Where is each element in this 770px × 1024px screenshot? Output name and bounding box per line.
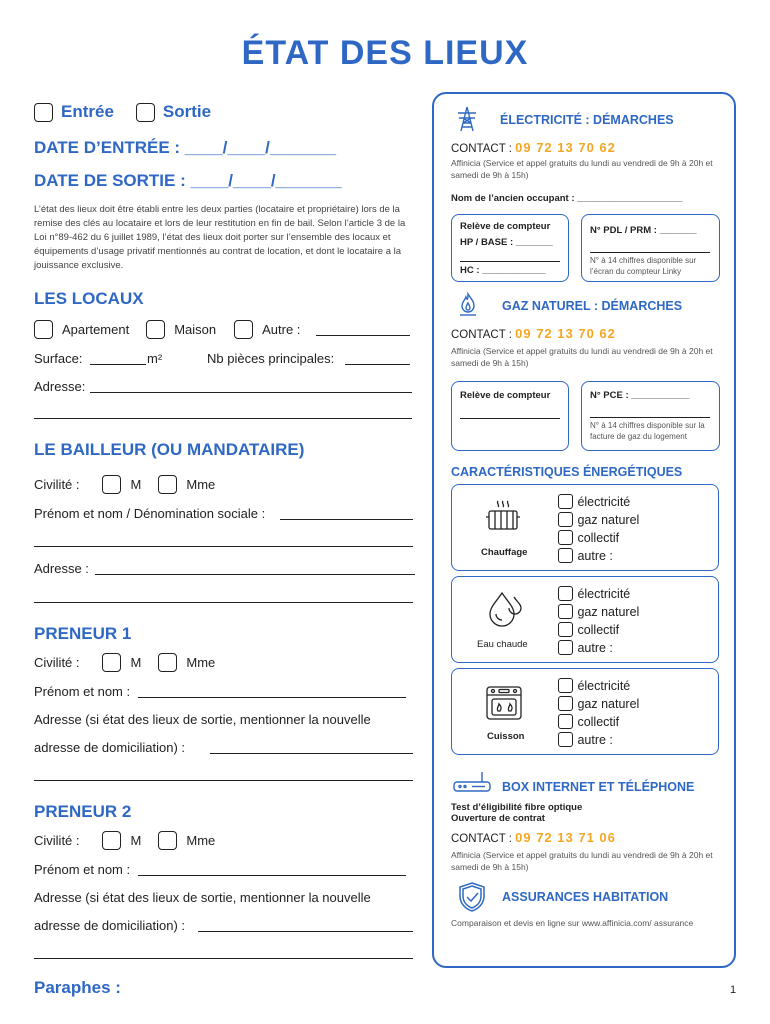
box-line1: Test d’éligibilité fibre optique [451,802,583,813]
preneur2-title: PRENEUR 2 [34,802,132,821]
maison-checkbox[interactable] [146,320,165,339]
chauffage-collectif-label: collectif [577,531,620,545]
eau-electricite-checkbox[interactable] [558,586,573,601]
appartement-label: Apartement [62,322,130,337]
preneur1-mme-checkbox[interactable] [158,653,177,672]
electricite-contact-label: CONTACT : [451,143,512,155]
shield-check-icon [457,881,487,913]
electricite-info: Affinicia (Service et appel gratuits du lundi au vendredi de 9h à 20h et samedi de 9h à 15h) [451,158,713,180]
chauffage-electricite-label: électricité [577,495,631,509]
preneur1-nom-label: Prénom et nom : [34,684,131,699]
chauffage-gaz-label: gaz naturel [577,513,640,527]
preneur2-adresse-line-1[interactable] [198,931,413,932]
preneur1-mme-label: Mme [186,655,216,670]
eau-chaude-options [558,585,639,657]
elec-pdl-line[interactable] [590,252,710,253]
date-entree-field[interactable]: DATE D’ENTRÉE : ____/____/_______ [34,138,337,157]
appartement-checkbox[interactable] [34,320,53,339]
locaux-adresse-line-1[interactable] [90,392,412,393]
preneur2-m-label: M [130,833,142,848]
cuisson-autre-label: autre : [577,733,613,747]
eau-gaz-label: gaz naturel [577,605,640,619]
date-sortie-field[interactable]: DATE DE SORTIE : ____/____/_______ [34,171,342,190]
cuisson-options [558,677,639,749]
bailleur-adresse-line-1[interactable] [95,574,415,575]
eau-collectif-checkbox[interactable] [558,622,573,637]
preneur1-adresse-line-1[interactable] [210,753,413,754]
ancien-occupant-field[interactable]: Nom de l’ancien occupant : ____________________ [451,193,683,204]
bailleur-m-label: M [130,477,142,492]
bailleur-civilite-label: Civilité : [34,477,80,492]
paraphes-label: Paraphes : [34,978,121,997]
maison-label: Maison [174,322,217,337]
preneur1-adresse-label-2: adresse de domiciliation) : [34,740,186,755]
type-selector [34,102,211,122]
entree-label: Entrée [61,102,114,121]
eau-chaude-box [451,576,719,663]
chauffage-gaz-checkbox[interactable] [558,512,573,527]
pieces-input-line[interactable] [345,364,410,365]
gaz-contact-label: CONTACT : [451,329,512,341]
page-title: ÉTAT DES LIEUX [241,34,529,72]
radiator-icon [485,497,521,533]
preneur2-adresse-label-2: adresse de domiciliation) : [34,918,186,933]
eau-gaz-checkbox[interactable] [558,604,573,619]
gaz-pce-line[interactable] [590,417,710,418]
assurance-title: ASSURANCES HABITATION [502,890,669,904]
cuisson-collectif-label: collectif [577,715,620,729]
gaz-pce-box [581,381,720,451]
autre-checkbox[interactable] [234,320,253,339]
elec-hp-base-field[interactable]: HP / BASE : _______ [460,237,553,248]
eau-electricite-label: électricité [577,587,631,601]
gaz-releve-line[interactable] [460,418,560,419]
eau-chaude-label: Eau chaude [477,639,528,650]
electricity-pylon-icon [455,106,479,132]
elec-pdl-field[interactable]: N° PDL / PRM : _______ [590,225,697,236]
surface-label: Surface: [34,351,83,366]
bailleur-civilite-row [34,475,215,494]
oven-icon [485,685,523,721]
box-phone[interactable]: 09 72 13 71 06 [515,830,616,845]
surface-unit: m² [147,351,163,366]
preneur2-m-checkbox[interactable] [102,831,121,850]
cuisson-box [451,668,719,755]
preneur1-civilite-row [34,653,215,672]
sortie-label: Sortie [162,102,212,121]
water-drops-icon [488,589,524,629]
chauffage-collectif-checkbox[interactable] [558,530,573,545]
bailleur-m-checkbox[interactable] [102,475,121,494]
preneur1-title: PRENEUR 1 [34,624,132,643]
preneur2-civilite-label: Civilité : [34,833,80,848]
preneur2-civilite-row [34,831,215,850]
router-icon [452,770,492,794]
cuisson-electricite-checkbox[interactable] [558,678,573,693]
cuisson-collectif-checkbox[interactable] [558,714,573,729]
intro-paragraph: L’état des lieux doit être établi entre les deux parties (locataire et propriétaire) lors de la remise des clés au locataire et lors de leur restitution en fin de bail. Selon l’article 3 de la Loi n°89-462 du 6 juillet 1989, l’état des lieux doit porter sur l’ensemble des locaux et équipements d’usage privatif mentionnés au contrat de location, et dont le locataire a la jouissance exclusive. [34,204,406,271]
bailleur-title: LE BAILLEUR (OU MANDATAIRE) [34,440,305,459]
locaux-type-row [34,320,300,339]
preneur1-adresse-line-2[interactable] [34,780,413,781]
gaz-pce-note: N° à 14 chiffres disponible sur la facture de gaz du logement [590,421,705,441]
cuisson-autre-checkbox[interactable] [558,732,573,747]
locaux-title: LES LOCAUX [34,289,144,308]
preneur2-nom-label: Prénom et nom : [34,862,131,877]
box-title: BOX INTERNET ET TÉLÉPHONE [502,780,695,794]
gaz-info: Affinicia (Service et appel gratuits du lundi au vendredi de 9h à 20h et samedi de 9h à 15h) [451,346,713,368]
gaz-pce-field[interactable]: N° PCE : ___________ [590,390,690,401]
preneur1-civilite-label: Civilité : [34,655,80,670]
bailleur-nom-line-1[interactable] [280,519,413,520]
page-number: 1 [730,984,737,996]
preneur1-m-checkbox[interactable] [102,653,121,672]
eau-autre-label: autre : [577,641,613,655]
chauffage-options [558,493,639,565]
electricite-phone[interactable]: 09 72 13 70 62 [515,140,616,155]
autre-input-line[interactable] [316,335,410,336]
bailleur-nom-line-2[interactable] [34,546,413,547]
chauffage-electricite-checkbox[interactable] [558,494,573,509]
preneur1-adresse-label-1: Adresse (si état des lieux de sortie, mentionner la nouvelle [34,712,371,727]
assurance-info: Comparaison et devis en ligne sur www.affinicia.com/ assurance [451,918,694,928]
chauffage-label: Chauffage [481,547,528,558]
preneur2-mme-checkbox[interactable] [158,831,177,850]
bailleur-adresse-label: Adresse : [34,561,89,576]
cuisson-gaz-label: gaz naturel [577,697,640,711]
elec-hp-line[interactable] [460,261,560,262]
chauffage-autre-checkbox[interactable] [558,548,573,563]
cuisson-electricite-label: électricité [577,679,631,693]
eau-autre-checkbox[interactable] [558,640,573,655]
bailleur-adresse-line-2[interactable] [34,602,413,603]
entree-checkbox[interactable] [34,103,53,122]
locaux-adresse-label: Adresse: [34,379,86,394]
gas-flame-icon [457,292,479,318]
electricite-title: ÉLECTRICITÉ : DÉMARCHES [500,113,674,127]
chauffage-box [451,484,719,571]
gaz-releve-label: Relève de compteur [460,390,551,401]
gaz-title: GAZ NATUREL : DÉMARCHES [502,299,683,313]
autre-label: Autre : [262,322,301,337]
cuisson-label: Cuisson [487,731,525,742]
elec-pdl-box [581,214,720,282]
gaz-phone[interactable]: 09 72 13 70 62 [515,326,616,341]
preneur1-m-label: M [130,655,142,670]
preneur2-nom-line[interactable] [138,875,406,876]
elec-pdl-note: N° à 14 chiffres disponible sur l’écran du compteur Linky [590,256,697,276]
elec-releve-box [451,214,569,282]
preneur2-adresse-label-1: Adresse (si état des lieux de sortie, mentionner la nouvelle [34,890,371,905]
box-contact-label: CONTACT : [451,833,512,845]
preneur2-mme-label: Mme [186,833,216,848]
bailleur-mme-checkbox[interactable] [158,475,177,494]
cuisson-gaz-checkbox[interactable] [558,696,573,711]
energie-title: CARACTÉRISTIQUES ÉNERGÉTIQUES [451,465,683,479]
bailleur-nom-label: Prénom et nom / Dénomination sociale : [34,506,266,521]
bailleur-mme-label: Mme [186,477,216,492]
box-line2: Ouverture de contrat [451,813,545,824]
preneur1-nom-line[interactable] [138,697,406,698]
sortie-checkbox[interactable] [136,103,155,122]
gaz-releve-box [451,381,569,451]
electricite-contact-row [451,140,616,155]
box-contact-row [451,830,616,845]
chauffage-autre-label: autre : [577,549,613,563]
locaux-adresse-line-2[interactable] [34,418,412,419]
eau-collectif-label: collectif [577,623,620,637]
elec-releve-label: Relève de compteur [460,221,551,232]
box-info: Affinicia (Service et appel gratuits du lundi au vendredi de 9h à 20h et samedi de 9h à 15h) [451,850,713,872]
preneur2-adresse-line-2[interactable] [34,958,413,959]
elec-hc-field[interactable]: HC : ____________ [460,265,546,276]
gaz-contact-row [451,326,616,341]
surface-input-line[interactable] [90,364,146,365]
pieces-label: Nb pièces principales: [207,351,335,366]
